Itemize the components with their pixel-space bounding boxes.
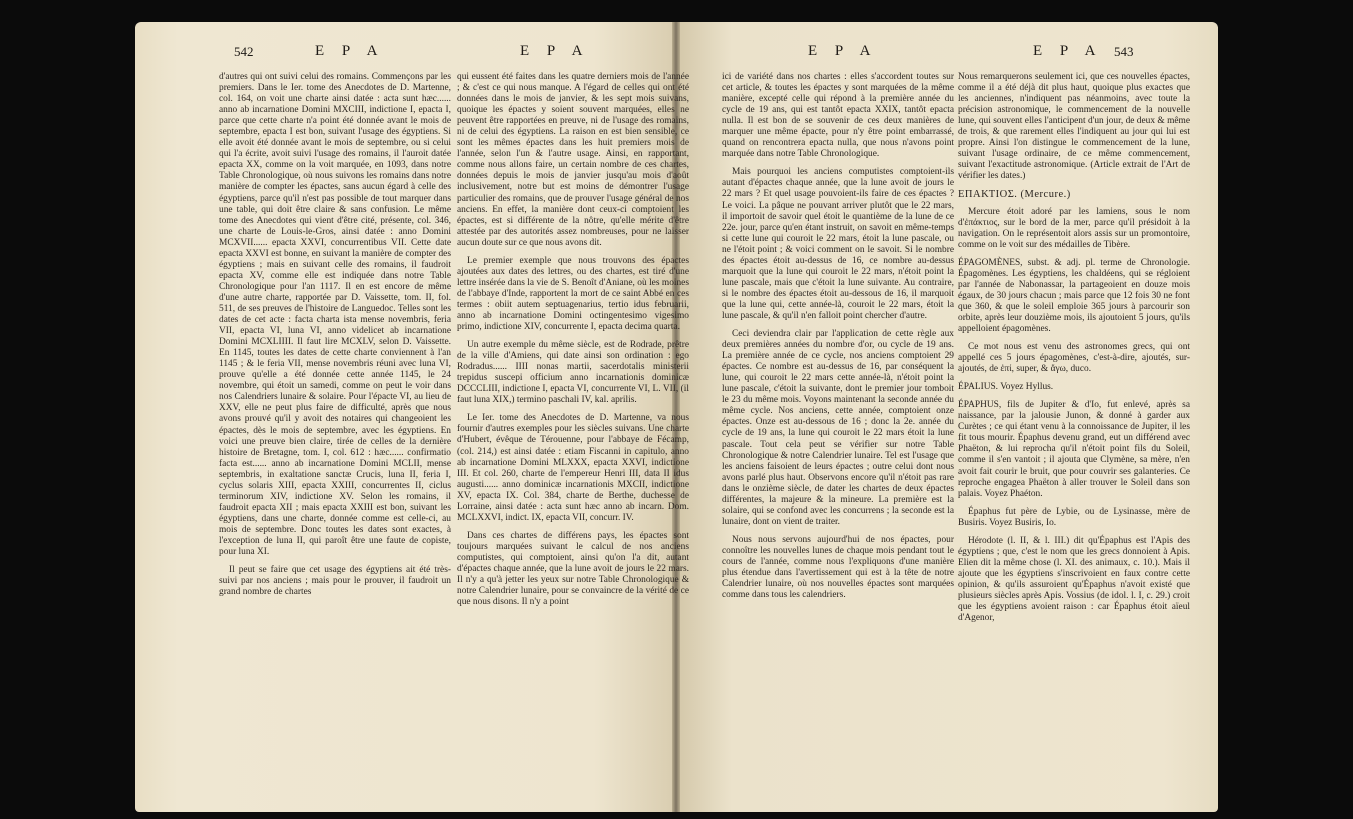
entry-epagomenes: ÉPAGOMÈNES, subst. & adj. pl. terme de Chronologie. Épagomènes. Les égyptiens, les chaldéens, qui se régloient par l'année de Nabonassar, la partageoient en douze mois égaux, de 30 jours chacun ; mais parce que 12 fois 30 ne font que 360, & que le soleil emploie 365 jours à parcourir son orbite, après leur douzième mois, ils ajoutoient 5 jours, qu'ils appelloient épagomènes. bbox=[958, 257, 1190, 334]
page-number-left: 542 bbox=[234, 44, 254, 59]
paragraph: Le premier exemple que nous trouvons des épactes ajoutées aux dates des lettres, ou des chartes, est tiré d'une lettre insérée dans la vie de S. Benoît d'Aniane, où les moines de l'abbaye d'Inde, rapportent la mort de ce saint Abbé en ces termes : obiit autem septuagenarius, tertio idus februarii, anno ab incarnatione Domini octingentesimo vigesimo primo, indictione XIV, concurrente I, epacta decima quarta. bbox=[457, 255, 689, 333]
right-page-column-2 bbox=[958, 72, 1190, 784]
left-page-column-1 bbox=[219, 72, 451, 784]
paragraph: Dans ces chartes de différens pays, les épactes sont toujours marquées suivant le calcul de nos anciens computistes, qui comptoient, ainsi qu'on l'a dit, autant d'épactes chaque année, que la lune avoit de jours le 22 mars. Il n'y a qu'à jetter les yeux sur notre Table Chronologique & notre Calendrier lunaire, pour se convaincre de la vérité de ce que nous disons. Il n'y a point bbox=[457, 530, 689, 608]
entry-heading-epaktios: ΕΠΑΚΤΙΟΣ. (Mercure.) bbox=[958, 189, 1071, 201]
left-page-column-2 bbox=[457, 72, 689, 784]
entry-epalius: ÉPALIUS. Voyez Hyllus. bbox=[958, 382, 1054, 393]
paragraph: qui eussent été faites dans les quatre derniers mois de l'année ; & c'est ce qui nous manque. A l'égard de celles qui ont été données dans le mois de janvier, & les sept mois suivans, quoique les épactes y soient souvent marquées, elles ne peuvent être rapportées en preuve, ni de l'usage des romains, ni de celui des égyptiens. La raison en est bien sensible, ce sont les mêmes épactes dans les huit premiers mois de l'année, selon l'un & l'autre usage. Ainsi, en rapportant, comme nous allons faire, un certain nombre de ces chartes, données depuis le mois de janvier jusqu'au mois d'août inclusivement, notre but est moins de démontrer l'usage particulier des romains, que de prouver l'usage général de nos anciens. En effet, la manière dont ceux-ci comptoient les épactes, est si différente de la nôtre, qu'elle mérite d'être attestée par des autorités assez nombreuses, pour ne laisser aucun doute sur ce que nous avons dit. bbox=[457, 72, 689, 248]
paragraph: ici de variété dans nos chartes : elles s'accordent toutes sur cet article, & toutes les épactes y sont marquées de la même manière, excepté celle qui répond à la première année du cycle de 19 ans, qui est tantôt epacta XXIX, tantôt epacta nulla. Il est bon de se souvenir de ces deux manières de marquer une même épacte, pour n'y être point embarrassé, quand on rencontrera epacta nulla, que nous n'avons point marquée dans notre Table Chronologique. bbox=[722, 72, 954, 160]
paragraph: Épaphus fut père de Lybie, ou de Lysinasse, mère de Busiris. Voyez Busiris, Io. bbox=[958, 506, 1190, 528]
page-number-right: 543 bbox=[1114, 44, 1134, 59]
right-page-column-1 bbox=[722, 72, 954, 784]
running-head-right-a: E P A bbox=[808, 43, 878, 59]
paragraph: d'autres qui ont suivi celui des romains. Commençons par les premiers. Dans le Ier. tome des Anecdotes de D. Martenne, col. 164, on voit une charte ainsi datée : acta sunt hæc...... anno ab incarnatione Domini MXCIII, indictione I, epacta I, parce que cette charte n'a point été donnée avant le mois de septembre, epacta I est bon, suivant l'usage des égyptiens. Si elle avoit été donnée avant le mois de septembre, ou si celui qui l'a écrite, avoit suivi l'usage des romains, il l'auroit datée epacta XX, comme on la voit marquée, en 1093, dans notre Table Chronologique, où nous suivons les romains dans notre manière de compter les épactes, sans aucun égard à celle des égyptiens, parce qu'il n'est pas possible de tout marquer dans une table, qui doit être claire & sans confusion. Le même tome des Anecdotes qui vient d'être cité, présente, col. 346, une charte de Louis-le-Gros, ainsi datée : anno Domini MCXVII...... epacta XXVI, concurrentibus VII. Cette date epacta XXVI est bonne, en suivant la manière de compter des égyptiens ; mais en suivant celle des romains, il faudroit epacta XV, comme elle est indiquée dans notre Table Chronologique pour l'an 1117. Il en est encore de même d'une autre charte, rapportée par D. Vaissette, tom. II, fol. 511, de ses preuves de l'histoire de Languedoc. Telles sont les dates de cet acte : facta charta ista mense novembris, feria VII, epacta VI, luna VI, anno videlicet ab incarnatione Domini MCXLIIII. Il faut lire MCXLV, selon D. Vaissette. En 1145, toutes les dates de cette charte conviennent à l'an 1145 ; & le feria VII, mense novembris réuni avec luna VI, prouve qu'elle a été donnée cette année 1145, le 24 novembre, qui étoit un samedi, comme on peut le voir dans nos Calendriers lunaire & solaire. Pour l'épacte VI, au lieu de XXV, elle ne peut plus faire de difficulté, après que nous avons prouvé qu'il y avoit des notaires qui changeoient les épactes, dès le mois de septembre, avec les égyptiens. En voici une preuve bien claire, tirée de celles de la dernière histoire de Bretagne, tom. I, col. 612 : hæc...... confirmatio facta est...... anno ab incarnatione Domini MCLII, mense septembris, in exaltatione sanctæ Crucis, luna II, feria I, cyclus solaris XIII, epacta XXIII, concurrentes II, ciclus terminorum XIV, indictione XV. Selon les romains, il faudroit epacta XII ; mais epacta XXIII est bon, suivant les égyptiens, dans une charte, donnée comme est celle-ci, au mois de septembre. Donc toutes les dates sont exactes, à l'exception de luna II, qui paroît être une faute de copiste, pour luna XI. bbox=[219, 72, 451, 558]
running-head-left-a: E P A bbox=[315, 43, 385, 59]
paragraph: Ce mot nous est venu des astronomes grecs, qui ont appellé ces 5 jours épagomènes, c'est-à-dire, ajoutés, sur-ajoutés, de ἐπί, super, & ἄγω, duco. bbox=[958, 342, 1190, 375]
paragraph: Nous nous servons aujourd'hui de nos épactes, pour connoître les nouvelles lunes de chaque mois pendant tout le cours de l'année, comme nous l'expliquons d'une manière plus étendue dans l'avertissement qui est à la tête de notre Calendrier lunaire, où nos nouvelles épactes sont marquées comme dans tous les calendriers. bbox=[722, 534, 954, 601]
entry-epaphus: ÉPAPHUS, fils de Jupiter & d'Io, fut enlevé, après sa naissance, par la jalousie Junon, & donné à garder aux Curètes ; ce qui étant venu à la connoissance de Jupiter, il les fit tous mourir. Épaphus devenu grand, eut un différend avec Phaëton, & lui reprocha qu'il n'étoit point fils du Soleil, comme il s'en vantoit ; il ajouta que Clymène, sa mère, n'en avoit fait courir le bruit, que pour couvrir ses galanteries. Ce reproche engagea Phaëton à aller trouver le Soleil dans son palais. Voyez Phaéton. bbox=[958, 400, 1190, 499]
running-head-right-b: E P A bbox=[1033, 43, 1103, 59]
running-head-left-b: E P A bbox=[520, 43, 590, 59]
paragraph: Hérodote (l. II, & l. III.) dit qu'Épaphus est l'Apis des égyptiens ; que, c'est le nom que les grecs donnoient à Apis. Elien dit la même chose (l. XI. des animaux, c. 10.). Mais il ajoute que les égyptiens s'inscrivoient en faux contre cette opinion, & qu'ils assuroient qu'Épaphus n'avoit existé que plusieurs siècles après Apis. Vossius (de idol. l. I, c. 29.) croit que les égyptiens avoient raison : car Épaphus étoit aïeul d'Agenor, bbox=[958, 535, 1190, 624]
paragraph: Le Ier. tome des Anecdotes de D. Martenne, va nous fournir d'autres exemples pour les siècles suivans. Une charte d'Hubert, évêque de Térouenne, pour l'abbaye de Fécamp, (col. 214,) est ainsi datée : etiam Fiscanni in capitulo, anno ab incarnatione Domini MLXXX, epacta XXVI, indictione III. Et col. 260, charte de l'empereur Henri III, data II idus augusti...... anno dominicæ incarnationis MXCII, indictione XV, epacta IX. Col. 384, charte de Berthe, duchesse de Lorraine, ainsi datée : acta sunt hæc anno ab incarn. Dom. MCLXXVI, indict. IX, epacta VII, concurr. IV. bbox=[457, 413, 689, 523]
paragraph: Un autre exemple du même siècle, est de Rodrade, prêtre de la ville d'Amiens, qui date ainsi son ordination : ego Rodradus...... IIII nonas martii, sacerdotalis ministerii trepidus suscepi officium anno incarnationis dominicæ DCCCLIII, indictione I, epacta VI, concurrente VI, L. VII, (il faut luna XIX,) termino paschali IV, kal. aprilis. bbox=[457, 340, 689, 406]
paragraph: Mais pourquoi les anciens computistes comptoient-ils autant d'épactes chaque année, que la lune avoit de jours le 22 mars ? Et quel usage pouvoient-ils faire de ces épactes ? Le voici. La pâque ne pouvant arriver plutôt que le 22 mars, il importoit de savoir quel étoit le quantième de la lune de ce 22e. jour, parce qu'en étant instruit, on savoit en même-temps si cette lune qui couroit le 22 mars, étoit la lune pascale, ou ne l'étoit point ; & voici comment on le savoit. Si le nombre des épactes étoit au-dessus de 16, ce nombre au-dessus marquoit que la lune qui couroit le 22 mars, n'étoit point la lune pascale, mais que c'étoit la lune suivante. Au contraire, si le nombre des épactes étoit au-dessous de 16, il marquoit que la lune qui, cette année-là, couroit le 22 mars, étoit la lune pascale, & qu'il n'en falloit point chercher d'autre. bbox=[722, 167, 954, 321]
paragraph: Nous remarquerons seulement ici, que ces nouvelles épactes, comme il a été déjà dit plus haut, quoique plus exactes que les anciennes, n'indiquent pas néanmoins, avec toute la précision astronomique, le commencement de la nouvelle lune, qui souvent elles l'anticipent d'un jour, de deux & même de trois, & que rarement elles l'indiquent au jour qui lui est propre. Ainsi l'on distingue le commencement de la lune, suivant l'usage ordinaire, de ce même commencement, suivant l'exactitude astronomique. (Article extrait de l'Art de vérifier les dates.) bbox=[958, 72, 1190, 182]
paragraph: Ceci deviendra clair par l'application de cette règle aux deux premières années du nombre d'or, ou cycle de 19 ans. La première année de ce cycle, nos anciens comptoient 29 épactes. Ce nombre est au-dessus de 16, par conséquent la lune, qui couroit le 22 mars cette année-là, n'étoit point la lune pascale, c'étoit la suivante, dont le premier jour tomboit le 23 du même mois. Voyons maintenant la seconde année du même cycle. Nos anciens, cette année, comptoient onze épactes. Onze est au-dessous de 16 ; donc la 2e. année du cycle de 19 ans, la lune qui couroit le 22 mars étoit la lune pascale. Tout cela peut se vérifier sur notre Table Chronologique & notre Calendrier lunaire. Tel est l'usage que les anciens faisoient de leurs épactes ; outre celui dont nous avons parlé plus haut. Observons encore qu'il n'étoit pas rare dans le onzième siècle, de dater les chartes de deux épactes différentes, la majeure & la mineure. La première est la solaire, qui se confond avec les concurrens ; la seconde est la lunaire, dont on vient de traiter. bbox=[722, 329, 954, 527]
paragraph: Il peut se faire que cet usage des égyptiens ait été très-suivi par nos anciens ; mais pour le prouver, il faudroit un grand nombre de chartes bbox=[219, 565, 451, 598]
paragraph: Mercure étoit adoré par les lamiens, sous le nom d'ἐπάκτιος, sur le bord de la mer, parce qu'il présidoit à la navigation. On le représentoit alors assis sur un promontoire, comme on le voit sur des médailles de Tibère. bbox=[958, 206, 1190, 250]
